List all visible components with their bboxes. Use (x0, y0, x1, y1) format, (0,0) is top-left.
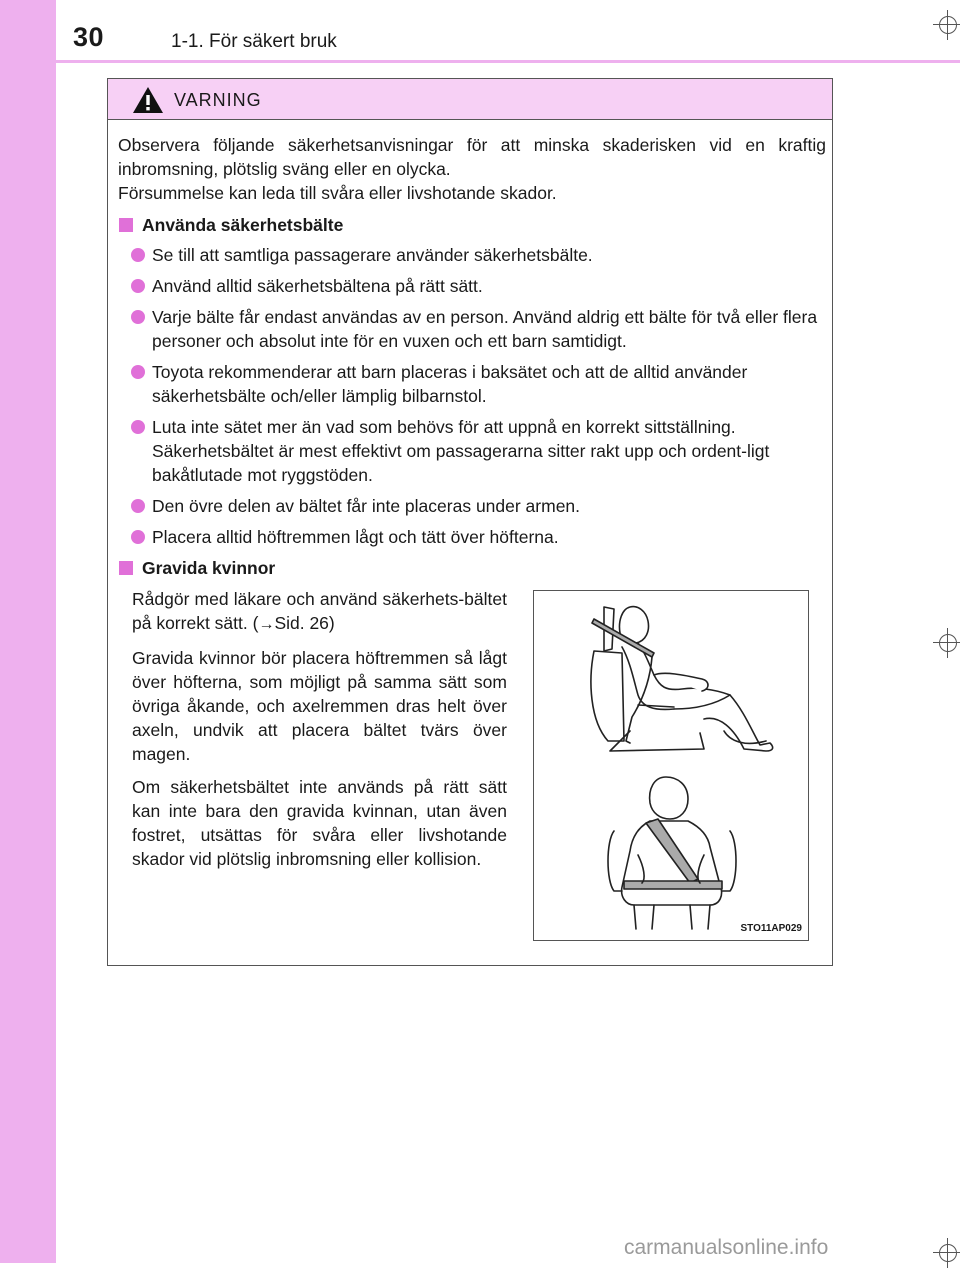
watermark-logo: carmanualsonline.info (624, 1236, 829, 1259)
warning-triangle-icon (132, 86, 164, 114)
side-view-figure (591, 607, 773, 751)
warning-label: VARNING (174, 90, 262, 110)
intro-line: Försummelse kan leda till svåra eller livshotande skador. (118, 183, 557, 203)
list-item-text: Använd alltid säkerhetsbältena på rätt sätt. (152, 276, 483, 296)
list-item-text: Placera alltid höftremmen lågt och tätt över höfterna. (152, 527, 559, 547)
arrow-right-icon: → (258, 616, 275, 633)
seatbelt-illustration (533, 590, 809, 941)
side-color-strip (0, 0, 56, 1263)
bullet-dot-icon (131, 279, 145, 293)
page-reference-link[interactable]: Sid. 26) (274, 613, 335, 633)
crop-mark-icon (933, 10, 960, 40)
section-heading: Använda säkerhetsbälte (118, 213, 826, 237)
paragraph-text: Rådgör med läkare och använd säkerhets-bältet på korrekt sätt. ( (132, 589, 507, 633)
list-item-text: Luta inte sätet mer än vad som behövs för att uppnå en korrekt sittställning. Säkerhetsbältet är mest effektivt om passagerarna sitter rakt upp och ordent-ligt bakåtlutade mot ryggstöden. (152, 417, 770, 485)
crop-mark-icon (933, 1238, 960, 1268)
intro-line: Observera följande säkerhetsanvisningar för att minska skaderisken vid en kraftig inbromsning, plötslig sväng eller en olycka. (118, 135, 826, 179)
warning-header (108, 79, 832, 120)
bullet-dot-icon (131, 310, 145, 324)
section-heading: Gravida kvinnor (118, 556, 826, 580)
list-item (118, 305, 826, 353)
list-item-text: Toyota rekommenderar att barn placeras i baksätet och att de alltid använder säkerhetsbälte och/eller lämplig bilbarnstol. (152, 362, 748, 406)
crop-mark-icon (933, 628, 960, 658)
pregnant-paragraph (132, 587, 507, 637)
list-item (118, 243, 826, 267)
list-item (118, 494, 826, 518)
warning-intro (118, 133, 826, 205)
bullet-dot-icon (131, 248, 145, 262)
pregnant-paragraph: Om säkerhetsbältet inte används på rätt sätt kan inte bara den gravida kvinnan, utan även fostret, utsättas för svåra eller livshotande skador vid plötslig inbromsning eller kollision. (132, 777, 507, 869)
figure-code: STO11AP029 (740, 923, 802, 934)
pregnant-seatbelt-figure (534, 591, 808, 940)
pregnant-text (132, 587, 507, 880)
list-item (118, 274, 826, 298)
list-item (118, 415, 826, 487)
section-title: 1-1. För säkert bruk (171, 31, 337, 52)
header-rule (56, 60, 960, 63)
page-number: 30 (73, 22, 105, 52)
list-item-text: Varje bälte får endast användas av en person. Använd aldrig ett bälte för två eller flera personer och absolut inte för en vuxen och ett barn samtidigt. (152, 307, 818, 351)
bullet-dot-icon (131, 530, 145, 544)
list-item-text: Se till att samtliga passagerare använder säkerhetsbälte. (152, 245, 593, 265)
list-item (118, 360, 826, 408)
bullet-dot-icon (131, 499, 145, 513)
bullet-dot-icon (131, 420, 145, 434)
list-item-text: Den övre delen av bältet får inte placeras under armen. (152, 496, 581, 516)
pregnant-paragraph: Gravida kvinnor bör placera höftremmen så lågt över höfterna, som möjligt på samma sätt som övriga åkande, och axelremmen dras helt över axeln, undvik att placera bältet tvärs över magen. (132, 648, 507, 764)
front-view-figure (608, 777, 736, 929)
bullet-dot-icon (131, 365, 145, 379)
list-item (118, 525, 826, 549)
warning-body (118, 133, 826, 586)
